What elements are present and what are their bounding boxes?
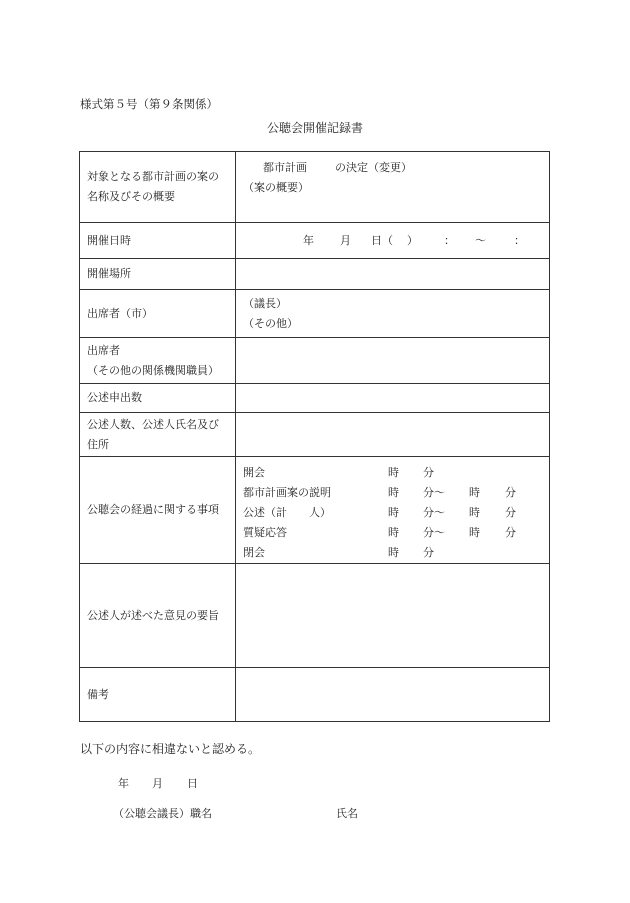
proceedings-item-hour-start: 時 [388, 546, 399, 559]
date-month: 月 [340, 233, 351, 247]
proceedings-item-minute-start: 分～ [423, 486, 445, 499]
signature-month: 月 [152, 777, 163, 790]
value-attend-other[interactable] [236, 338, 550, 384]
value-date[interactable] [236, 223, 550, 259]
proceedings-list [243, 463, 542, 563]
row-attend-other [80, 338, 550, 384]
record-form-table [79, 151, 550, 722]
proceedings-item-minute-start: 分～ [423, 506, 445, 519]
attend-city-chair: （議長） [243, 296, 287, 310]
proceedings-item-hour-end: 時 [469, 506, 480, 519]
signature-day: 日 [187, 777, 198, 790]
proceedings-item-minute-start: 分 [423, 466, 434, 479]
plan-summary-label: （案の概要） [243, 181, 309, 194]
label-speakers-line2: 住所 [87, 437, 109, 451]
value-proceedings[interactable] [236, 457, 550, 564]
plan-line1 [243, 158, 542, 178]
row-plan [80, 152, 550, 223]
label-proceedings: 公聴会の経過に関する事項 [80, 457, 236, 564]
proceedings-item [243, 463, 542, 483]
label-attend-other [80, 338, 236, 384]
row-place [80, 259, 550, 290]
confirmation-statement: 以下の内容に相違ないと認める。 [80, 742, 261, 756]
value-plan[interactable] [236, 152, 550, 223]
date-line [243, 231, 542, 251]
proceedings-item [243, 483, 542, 503]
value-place[interactable] [236, 259, 550, 290]
row-proceedings [80, 457, 550, 564]
label-place: 開催場所 [80, 259, 236, 290]
date-wave: ～ [475, 233, 486, 247]
proceedings-item-name: 質疑応答 [243, 526, 287, 539]
proceedings-item-hour-start: 時 [388, 526, 399, 539]
row-applicants [80, 384, 550, 413]
proceedings-item-hour-start: 時 [388, 506, 399, 519]
date-year: 年 [303, 233, 314, 247]
proceedings-item [243, 523, 542, 543]
row-opinions [80, 564, 550, 668]
label-date: 開催日時 [80, 223, 236, 259]
proceedings-item [243, 503, 542, 523]
form-number: 様式第５号（第９条関係） [80, 97, 218, 111]
proceedings-item-hour-end: 時 [469, 486, 480, 499]
label-opinions: 公述人が述べた意見の要旨 [80, 564, 236, 668]
proceedings-item-name: 開会 [243, 466, 265, 479]
proceedings-item-minute-start: 分～ [423, 526, 445, 539]
date-day: 日（ [371, 233, 393, 247]
proceedings-item-name: 閉会 [243, 546, 265, 559]
proceedings-item-name: 都市計画案の説明 [243, 486, 331, 499]
document-title: 公聴会開催記録書 [266, 121, 363, 135]
label-applicants: 公述申出数 [80, 384, 236, 413]
row-attend-city [80, 290, 550, 338]
date-colon-2: ： [514, 233, 525, 247]
proceedings-item-minute-end: 分 [505, 506, 516, 519]
proceedings-item-minute-end: 分 [505, 486, 516, 499]
chair-title-label: （公聴会議長）職名 [113, 807, 212, 820]
proceedings-item [243, 543, 542, 563]
chair-name-label: 氏名 [336, 807, 358, 820]
label-speakers [80, 413, 236, 457]
label-speakers-line1: 公述人数、公述人氏名及び [87, 417, 219, 431]
plan-city-planning: 都市計画 [263, 161, 307, 174]
label-remarks: 備考 [80, 668, 236, 722]
value-opinions[interactable] [236, 564, 550, 668]
label-attend-other-line2: （その他の関係機関職員） [87, 363, 219, 377]
proceedings-item-name: 公述（計 人） [243, 506, 331, 519]
value-attend-city[interactable] [236, 290, 550, 338]
row-speakers [80, 413, 550, 457]
plan-decision: の決定（変更） [335, 161, 412, 174]
value-speakers[interactable] [236, 413, 550, 457]
label-attend-city: 出席者（市） [80, 290, 236, 338]
label-plan [80, 152, 236, 223]
proceedings-item-minute-end: 分 [505, 526, 516, 539]
attend-city-other: （その他） [243, 316, 298, 330]
value-applicants[interactable] [236, 384, 550, 413]
signature-year: 年 [118, 777, 129, 790]
row-remarks [80, 668, 550, 722]
proceedings-item-minute-start: 分 [423, 546, 434, 559]
label-plan-line2: 名称及びその概要 [87, 190, 175, 203]
label-attend-other-line1: 出席者 [87, 343, 120, 357]
value-remarks[interactable] [236, 668, 550, 722]
date-paren-close: ） [407, 233, 418, 247]
proceedings-item-hour-start: 時 [388, 486, 399, 499]
date-colon-1: ： [444, 233, 455, 247]
label-plan-line1: 対象となる都市計画の案の [87, 170, 219, 183]
row-date [80, 223, 550, 259]
proceedings-item-hour-start: 時 [388, 466, 399, 479]
proceedings-item-hour-end: 時 [469, 526, 480, 539]
